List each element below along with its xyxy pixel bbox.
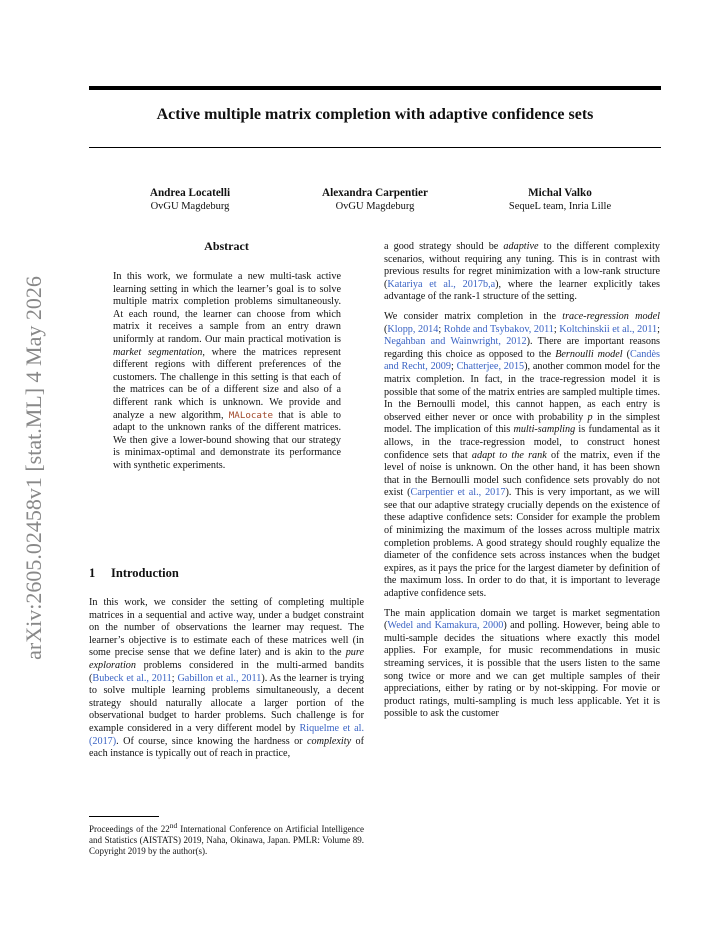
section-heading-introduction: 1 Introduction [89, 566, 179, 580]
footnote-rule [89, 816, 159, 817]
algorithm-name: MALocate [228, 409, 274, 421]
author-1 [120, 186, 260, 214]
author-name: Andrea Locatelli [149, 187, 231, 199]
citation-link[interactable]: Katariya et al., 2017b,a [387, 278, 496, 290]
author-affiliation: OvGU Magdeburg [150, 201, 230, 212]
arxiv-identifier: arXiv:2605.02458v1 [stat.ML] 4 May 2026 [21, 276, 46, 660]
paper-title: Active multiple matrix completion with adaptive confidence sets [156, 106, 594, 123]
citation-link[interactable]: Bubeck et al., 2011 [92, 672, 172, 684]
citation-link[interactable]: Carpentier et al., 2017 [410, 487, 506, 499]
citation-link[interactable]: Koltchinskii et al., 2011 [559, 323, 658, 335]
citation-link[interactable]: Candès and Recht, 2009 [384, 348, 660, 373]
paragraph: The main application domain we target is market segmentation (Wedel and Kamakura, 2000) and polling. However, being able to multi-sample decides the situations where exactly this model applies. For example, for music recommendations in music streaming services, it is possible that the users listen to the same song twice or more and we can get multiple samples of their appreciations, either by rating or by not-skipping. For movie or product ratings, multi-sampling is much less applicable. Yet it is possible to ask the customer [384, 607, 660, 720]
citation-link[interactable]: Rohde and Tsybakov, 2011 [443, 323, 554, 335]
author-3 [485, 186, 635, 214]
citation-link[interactable]: Klopp, 2014 [387, 323, 439, 335]
abstract-heading: Abstract [204, 239, 249, 253]
citation-link[interactable]: Gabillon et al., 2011 [177, 672, 262, 684]
citation-link[interactable]: Negahban and Wainwright, 2012 [384, 336, 527, 348]
paragraph: We consider matrix completion in the trace-regression model (Klopp, 2014; Rohde and Tsybakov, 2011; Koltchinskii et al., 2011; Negahban and Wainwright, 2012). There are important reasons regarding this choice as opposed to the Bernoulli model (Candès and Recht, 2009; Chatterjee, 2015), another common model for the matrix completion. In fact, in the trace-regression model it is possible that some of the matrix entries are sampled multiple times. In the Bernoulli model, this cannot happen, as each entry is observed either never or once with probability p in the simplest model. The implication of this multi-sampling is fundamental as it allows, in the trace-regression model, to construct honest confidence sets that adapt to the rank of the matrix, even if the level of noise is unknown. On the other hand, it has been shown that in the Bernoulli model such confidence sets provably do not exist (Carpentier et al., 2017). This is very important, as we will see that our adaptive strategy crucially depends on the existence of these adaptive confidence sets: Consider for example the problem of minimizing the maximum of the losses across multiple matrix completion problems. A good strategy should roughly equalize the diameter of the confidence sets across instances when the budget expires, as it pays the price for the largest diameter by definition of the maximum loss. In order to do that, it is important to leverage adaptive confidence sets. [384, 310, 660, 600]
citation-link[interactable]: Chatterjee, 2015 [456, 361, 525, 373]
abstract-body: In this work, we formulate a new multi-task active learning setting in which the learner’s goal is to solve multiple matrix completion problems simultaneously. At each round, the learner can choose from which matrix it receives a sample from an entry drawn uniformly at random. Our main practical motivation is market segmentation, where the matrices represent different regions with different preferences of the customers. The challenge in this setting is that each of the matrices can be of a different size and also of a different rank which is unknown. We provide and analyze a new algorithm, MALocate that is able to adapt to the unknown ranks of the different matrices. We then give a lower-bound showing that our strategy is minimax-optimal and demonstrate its performance with synthetic experiments. [113, 271, 341, 471]
author-affiliation: OvGU Magdeburg [335, 201, 415, 212]
citation-link[interactable]: Wedel and Kamakura, 2000 [387, 620, 504, 632]
paragraph: a good strategy should be adaptive to the different complexity scenarios, without requiring any tuning. This is in contrast with previous results for regret minimization with a low-rank structure (Katariya et al., 2017b,a), where the learner explicitly takes advantage of the rank-1 structure of the setting. [384, 241, 660, 303]
author-name: Alexandra Carpentier [322, 187, 428, 199]
author-name: Michal Valko [528, 187, 592, 199]
title-rule-bottom [89, 147, 661, 148]
author-affiliation: SequeL team, Inria Lille [508, 201, 612, 212]
right-column-body [384, 241, 660, 721]
introduction-body: In this work, we consider the setting of completing multiple matrices in a sequential and active way, under a budget constraint on the number of observations the learner may request. The learner’s objective is to estimate each of these matrices well (in some precise sense that we define later) and is akin to the pure exploration problems considered in the multi-armed bandits (Bubeck et al., 2011; Gabillon et al., 2011). As the learner is trying to solve multiple learning problems simultaneously, a decent strategy should naturally allocate a larger portion of the observational budget to harder problems. Such challenge is for example considered in a very different model by Riquelme et al. (2017). Of course, since knowing the hardness or complexity of each instance is typically out of reach in practice, [89, 597, 364, 760]
citation-link[interactable]: Riquelme et al. (2017) [89, 722, 364, 747]
author-2 [300, 186, 450, 214]
footnote: Proceedings of the 22nd International Conference on Artificial Intelligence and Statistics (AISTATS) 2019, Naha, Okinawa, Japan. PMLR: Volume 89. Copyright 2019 by the author(s). [89, 821, 365, 856]
title-rule-top [89, 86, 661, 90]
